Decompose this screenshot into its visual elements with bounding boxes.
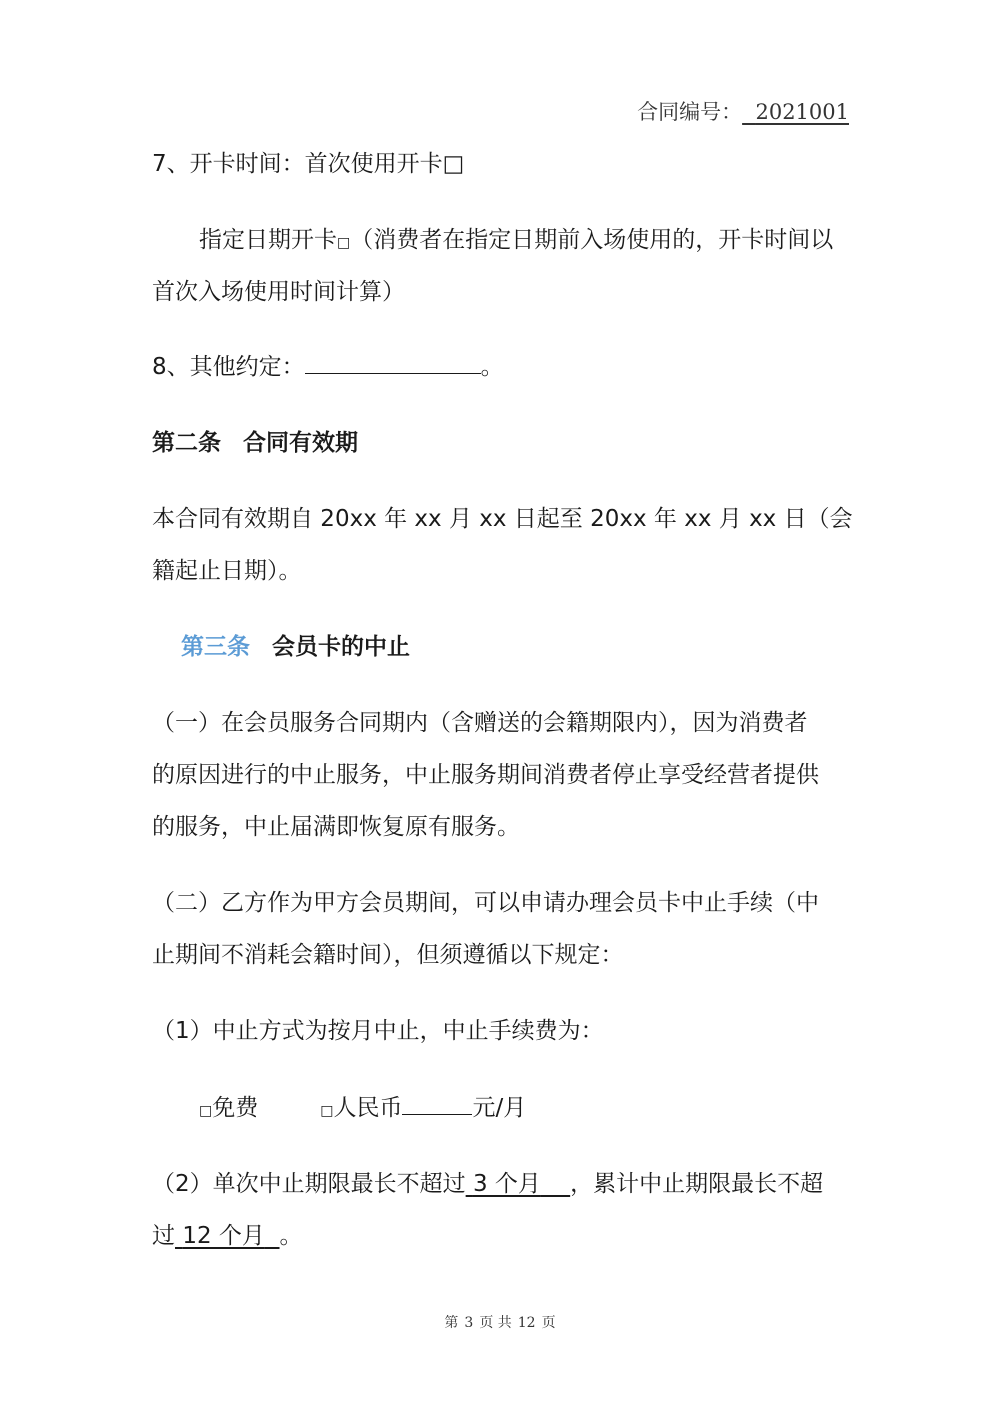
contract-number-label: 合同编号： bbox=[637, 100, 743, 124]
article3-heading-number: 第三条 bbox=[181, 634, 250, 660]
item7-label: 7、开卡时间：首次使用开卡□ bbox=[152, 151, 465, 177]
fill-in-blank bbox=[402, 1092, 472, 1115]
article2-heading: 第二条 合同有效期 bbox=[152, 430, 358, 456]
checkbox-icon: □ bbox=[199, 1103, 213, 1119]
single-suspension-limit: 3 个月 bbox=[472, 1171, 541, 1197]
article3-p1-line2: 的原因进行的中止服务，中止服务期间消费者停止享受经营者提供 bbox=[152, 762, 819, 788]
total-suspension-limit: 12 个月 bbox=[182, 1223, 265, 1249]
article3-p1-line3: 的服务，中止届满即恢复原有服务。 bbox=[152, 814, 520, 840]
rule2-line1: （2）单次中止期限最长不超过 3 个月 ，累计中止期限最长不超 bbox=[152, 1171, 824, 1197]
rule1-options: □免费 □人民币 元/月 bbox=[199, 1092, 526, 1127]
fill-in-blank bbox=[305, 351, 481, 374]
item8-other-terms: 8、其他约定： 。 bbox=[152, 351, 504, 383]
rule1-line1: （1）中止方式为按月中止，中止手续费为： bbox=[152, 1018, 604, 1044]
rule2-line2: 过 12 个月 。 bbox=[152, 1223, 303, 1249]
contract-number-value: 2021001 bbox=[755, 100, 849, 124]
article2-line2: 籍起止日期）。 bbox=[152, 558, 302, 584]
option-free: 免费 bbox=[212, 1095, 259, 1121]
article3-p1-line1: （一）在会员服务合同期内（含赠送的会籍期限内），因为消费者 bbox=[152, 710, 808, 736]
article3-p2-line1: （二）乙方作为甲方会员期间，可以申请办理会员卡中止手续（中 bbox=[152, 890, 819, 916]
checkbox-icon: □ bbox=[320, 1103, 334, 1119]
article3-p2-line2: 止期间不消耗会籍时间），但须遵循以下规定： bbox=[152, 942, 624, 968]
item7-line2: 指定日期开卡□（消费者在指定日期前入场使用的，开卡时间以 bbox=[199, 227, 834, 253]
item7-line3: 首次入场使用时间计算） bbox=[152, 279, 405, 305]
page-number: 第 3 页 共 12 页 bbox=[444, 1315, 556, 1331]
article3-heading: 第三条 会员卡的中止 bbox=[181, 634, 410, 660]
contract-number bbox=[637, 96, 849, 128]
article2-line1: 本合同有效期自 20xx 年 xx 月 xx 日起至 20xx 年 xx 月 xx 日（会 bbox=[152, 506, 853, 532]
checkbox-icon: □ bbox=[337, 235, 351, 251]
option-rmb: 人民币 bbox=[333, 1095, 403, 1121]
